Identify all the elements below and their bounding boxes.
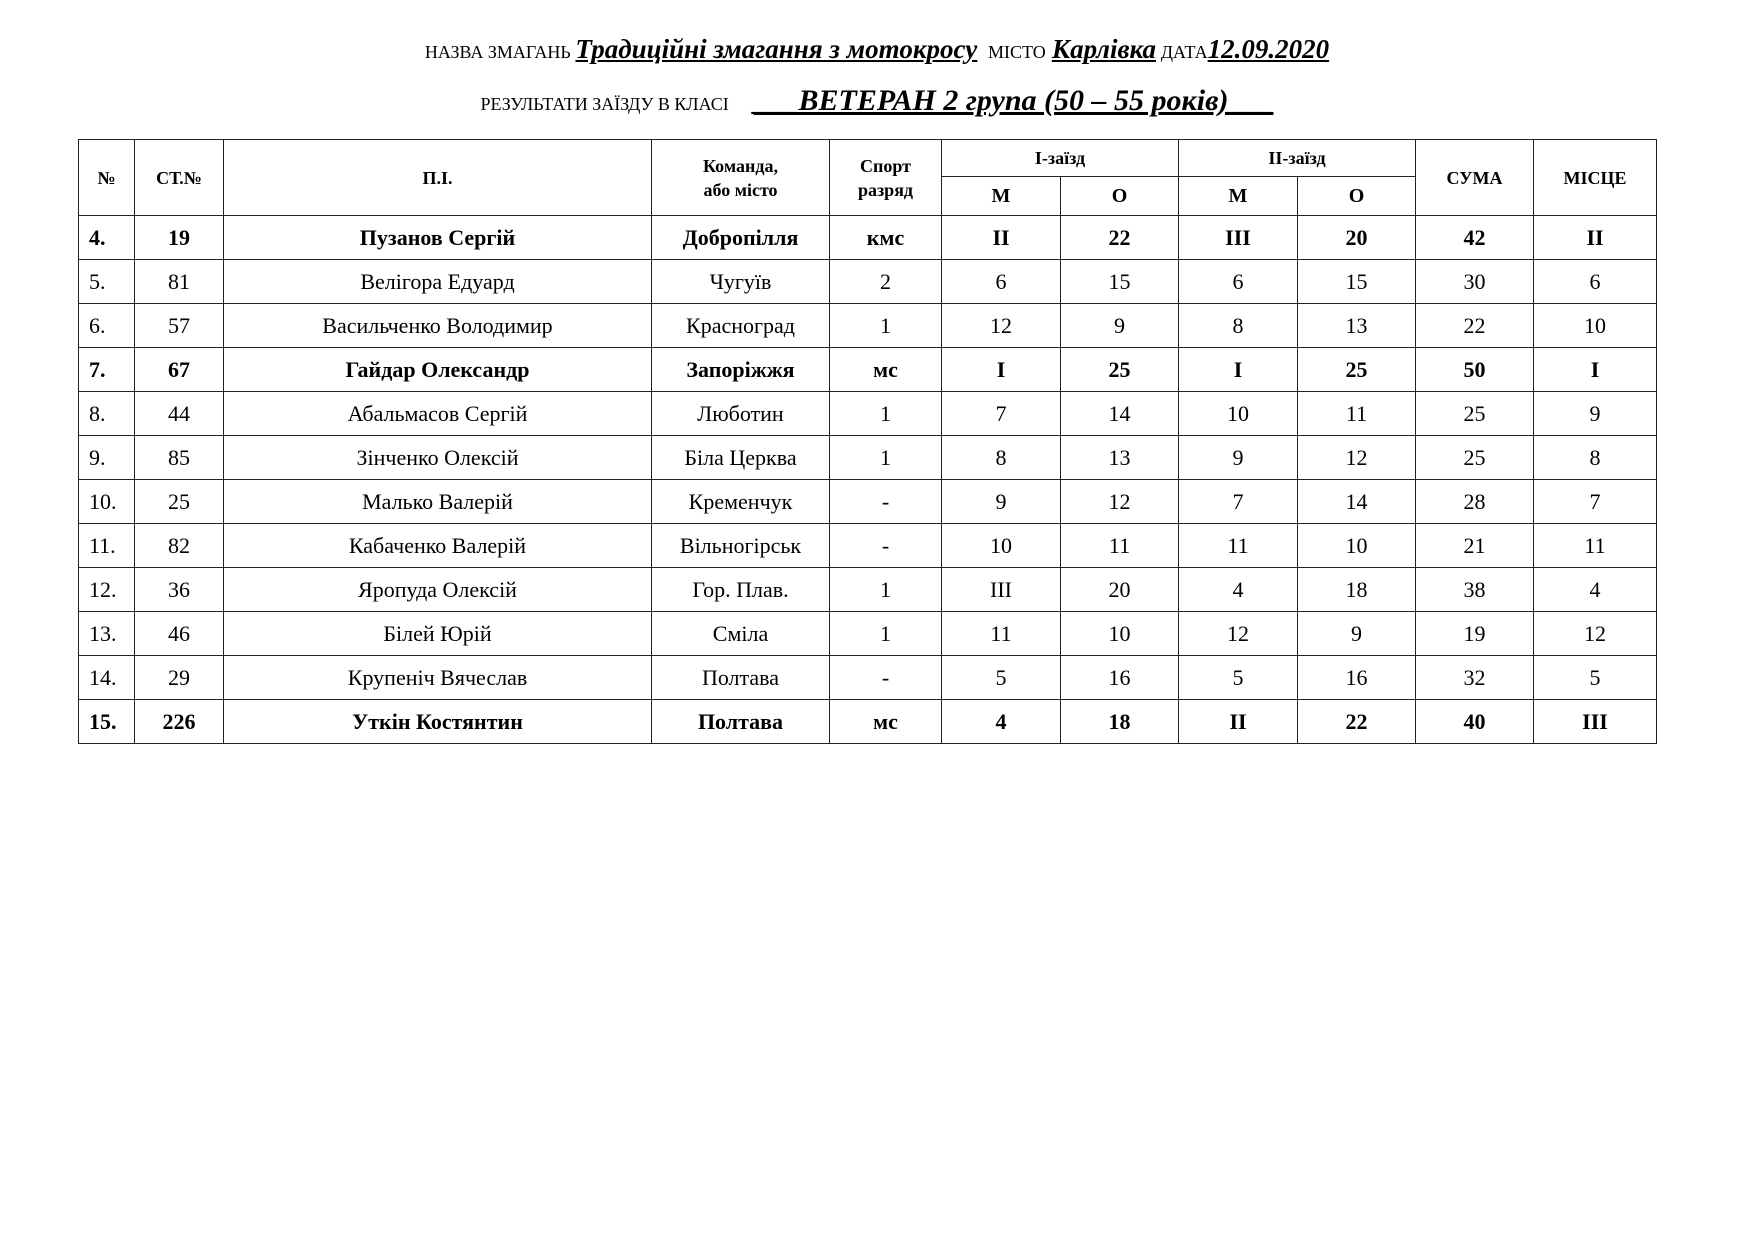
race2-points: 9 xyxy=(1298,612,1416,656)
race1-points: 20 xyxy=(1061,568,1179,612)
start-number: 46 xyxy=(135,612,224,656)
final-place: 8 xyxy=(1534,436,1657,480)
race1-points: 15 xyxy=(1061,260,1179,304)
table-row xyxy=(79,612,1657,656)
team-city: Люботин xyxy=(652,392,830,436)
rider-name: Гайдар Олександр xyxy=(224,348,652,392)
results-table xyxy=(78,139,1657,744)
team-city: Сміла xyxy=(652,612,830,656)
header-race1-o: О xyxy=(1061,177,1179,216)
race1-points: 13 xyxy=(1061,436,1179,480)
race2-position: 9 xyxy=(1179,436,1298,480)
table-row xyxy=(79,216,1657,260)
race2-position: І xyxy=(1179,348,1298,392)
row-number: 13. xyxy=(79,612,135,656)
race1-points: 9 xyxy=(1061,304,1179,348)
header-race2-o: О xyxy=(1298,177,1416,216)
rider-name: Абальмасов Сергій xyxy=(224,392,652,436)
final-place: 12 xyxy=(1534,612,1657,656)
table-row xyxy=(79,348,1657,392)
team-city: Добропілля xyxy=(652,216,830,260)
date-value: 12.09.2020 xyxy=(1207,34,1330,64)
rider-name: Зінченко Олексій xyxy=(224,436,652,480)
table-row xyxy=(79,656,1657,700)
header-race1-m: М xyxy=(942,177,1061,216)
race1-position: 9 xyxy=(942,480,1061,524)
sport-rank: 1 xyxy=(830,568,942,612)
start-number: 36 xyxy=(135,568,224,612)
class-suffix: ___ xyxy=(1228,84,1274,117)
race1-position: ІІ xyxy=(942,216,1061,260)
sport-rank: 1 xyxy=(830,436,942,480)
header-rank xyxy=(830,140,942,216)
race1-position: 8 xyxy=(942,436,1061,480)
race1-points: 12 xyxy=(1061,480,1179,524)
header-race2: ІІ-заїзд xyxy=(1179,140,1416,177)
rider-name: Кабаченко Валерій xyxy=(224,524,652,568)
team-city: Біла Церква xyxy=(652,436,830,480)
race1-position: ІІІ xyxy=(942,568,1061,612)
rider-name: Велігора Едуард xyxy=(224,260,652,304)
team-city: Полтава xyxy=(652,700,830,744)
date-label: ДАТА xyxy=(1160,42,1208,62)
header-no: № xyxy=(79,140,135,216)
table-row xyxy=(79,568,1657,612)
start-number: 44 xyxy=(135,392,224,436)
row-number: 14. xyxy=(79,656,135,700)
header-place: МІСЦЕ xyxy=(1534,140,1657,216)
team-city: Вільногірськ xyxy=(652,524,830,568)
header-team xyxy=(652,140,830,216)
race1-points: 25 xyxy=(1061,348,1179,392)
rider-name: Білей Юрій xyxy=(224,612,652,656)
start-number: 67 xyxy=(135,348,224,392)
race2-position: 11 xyxy=(1179,524,1298,568)
row-number: 11. xyxy=(79,524,135,568)
row-number: 6. xyxy=(79,304,135,348)
race2-position: ІІ xyxy=(1179,700,1298,744)
race1-position: 7 xyxy=(942,392,1061,436)
race1-points: 18 xyxy=(1061,700,1179,744)
row-number: 8. xyxy=(79,392,135,436)
rider-name: Васильченко Володимир xyxy=(224,304,652,348)
total-points: 42 xyxy=(1416,216,1534,260)
start-number: 29 xyxy=(135,656,224,700)
start-number: 226 xyxy=(135,700,224,744)
total-points: 30 xyxy=(1416,260,1534,304)
final-place: 10 xyxy=(1534,304,1657,348)
race2-position: 10 xyxy=(1179,392,1298,436)
header-start-no: СТ.№ xyxy=(135,140,224,216)
race1-position: 4 xyxy=(942,700,1061,744)
header-team-line1: Команда, xyxy=(703,155,778,176)
final-place: І xyxy=(1534,348,1657,392)
sport-rank: 2 xyxy=(830,260,942,304)
city-label: МІСТО xyxy=(988,42,1046,62)
competition-label: НАЗВА ЗМАГАНЬ xyxy=(424,42,571,62)
sport-rank: - xyxy=(830,480,942,524)
race2-position: 7 xyxy=(1179,480,1298,524)
team-city: Кременчук xyxy=(652,480,830,524)
total-points: 32 xyxy=(1416,656,1534,700)
table-row xyxy=(79,480,1657,524)
start-number: 82 xyxy=(135,524,224,568)
race2-position: 5 xyxy=(1179,656,1298,700)
total-points: 25 xyxy=(1416,436,1534,480)
sport-rank: 1 xyxy=(830,304,942,348)
race2-position: 8 xyxy=(1179,304,1298,348)
race1-position: 12 xyxy=(942,304,1061,348)
row-number: 12. xyxy=(79,568,135,612)
table-row xyxy=(79,304,1657,348)
race1-position: 11 xyxy=(942,612,1061,656)
start-number: 25 xyxy=(135,480,224,524)
team-city: Запоріжжя xyxy=(652,348,830,392)
class-header-line xyxy=(0,80,1754,126)
start-number: 57 xyxy=(135,304,224,348)
table-header xyxy=(79,140,1657,216)
rider-name: Уткін Костянтин xyxy=(224,700,652,744)
row-number: 15. xyxy=(79,700,135,744)
class-name: ВЕТЕРАН 2 група (50 – 55 років) xyxy=(798,84,1229,117)
race2-points: 20 xyxy=(1298,216,1416,260)
race2-position: ІІІ xyxy=(1179,216,1298,260)
final-place: 4 xyxy=(1534,568,1657,612)
total-points: 25 xyxy=(1416,392,1534,436)
rider-name: Крупеніч Вячеслав xyxy=(224,656,652,700)
sport-rank: мс xyxy=(830,700,942,744)
race2-points: 11 xyxy=(1298,392,1416,436)
header-rank-line1: Спорт xyxy=(860,155,911,176)
sport-rank: кмс xyxy=(830,216,942,260)
race2-points: 10 xyxy=(1298,524,1416,568)
sport-rank: 1 xyxy=(830,392,942,436)
total-points: 38 xyxy=(1416,568,1534,612)
header-race2-m: М xyxy=(1179,177,1298,216)
race1-points: 22 xyxy=(1061,216,1179,260)
final-place: ІІІ xyxy=(1534,700,1657,744)
total-points: 21 xyxy=(1416,524,1534,568)
race1-position: 5 xyxy=(942,656,1061,700)
class-title xyxy=(753,84,1273,117)
start-number: 19 xyxy=(135,216,224,260)
city-value: Карлівка xyxy=(1051,34,1157,64)
race1-points: 11 xyxy=(1061,524,1179,568)
race2-position: 4 xyxy=(1179,568,1298,612)
race1-points: 14 xyxy=(1061,392,1179,436)
table-body xyxy=(79,216,1657,744)
race1-position: 10 xyxy=(942,524,1061,568)
team-city: Гор. Плав. xyxy=(652,568,830,612)
sport-rank: - xyxy=(830,524,942,568)
final-place: ІІ xyxy=(1534,216,1657,260)
race2-points: 18 xyxy=(1298,568,1416,612)
sport-rank: мс xyxy=(830,348,942,392)
header-race1: І-заїзд xyxy=(942,140,1179,177)
total-points: 40 xyxy=(1416,700,1534,744)
table-row xyxy=(79,436,1657,480)
class-prefix: ___ xyxy=(753,84,799,117)
sport-rank: 1 xyxy=(830,612,942,656)
race2-position: 12 xyxy=(1179,612,1298,656)
rider-name: Яропуда Олексій xyxy=(224,568,652,612)
final-place: 6 xyxy=(1534,260,1657,304)
start-number: 81 xyxy=(135,260,224,304)
header-team-line2: або місто xyxy=(703,179,778,200)
team-city: Красноград xyxy=(652,304,830,348)
race2-points: 16 xyxy=(1298,656,1416,700)
race1-points: 16 xyxy=(1061,656,1179,700)
total-points: 28 xyxy=(1416,480,1534,524)
race2-points: 13 xyxy=(1298,304,1416,348)
final-place: 5 xyxy=(1534,656,1657,700)
start-number: 85 xyxy=(135,436,224,480)
total-points: 22 xyxy=(1416,304,1534,348)
table-row xyxy=(79,392,1657,436)
rider-name: Пузанов Сергій xyxy=(224,216,652,260)
race1-position: 6 xyxy=(942,260,1061,304)
row-number: 9. xyxy=(79,436,135,480)
race2-points: 14 xyxy=(1298,480,1416,524)
final-place: 11 xyxy=(1534,524,1657,568)
race2-points: 25 xyxy=(1298,348,1416,392)
row-number: 4. xyxy=(79,216,135,260)
rider-name: Малько Валерій xyxy=(224,480,652,524)
results-label: РЕЗУЛЬТАТИ ЗАЇЗДУ В КЛАСІ xyxy=(480,94,729,114)
table-row xyxy=(79,700,1657,744)
race2-points: 15 xyxy=(1298,260,1416,304)
table-row xyxy=(79,260,1657,304)
race2-position: 6 xyxy=(1179,260,1298,304)
header-rank-line2: разряд xyxy=(857,179,914,200)
row-number: 10. xyxy=(79,480,135,524)
team-city: Полтава xyxy=(652,656,830,700)
team-city: Чугуїв xyxy=(652,260,830,304)
header-sum: СУМА xyxy=(1416,140,1534,216)
row-number: 5. xyxy=(79,260,135,304)
final-place: 9 xyxy=(1534,392,1657,436)
total-points: 50 xyxy=(1416,348,1534,392)
sport-rank: - xyxy=(830,656,942,700)
row-number: 7. xyxy=(79,348,135,392)
race2-points: 12 xyxy=(1298,436,1416,480)
race2-points: 22 xyxy=(1298,700,1416,744)
total-points: 19 xyxy=(1416,612,1534,656)
race1-points: 10 xyxy=(1061,612,1179,656)
final-place: 7 xyxy=(1534,480,1657,524)
table-row xyxy=(79,524,1657,568)
competition-name: Традиційні змагання з мотокросу xyxy=(575,34,978,64)
competition-header-line xyxy=(0,28,1754,74)
header-name: П.І. xyxy=(224,140,652,216)
race1-position: І xyxy=(942,348,1061,392)
